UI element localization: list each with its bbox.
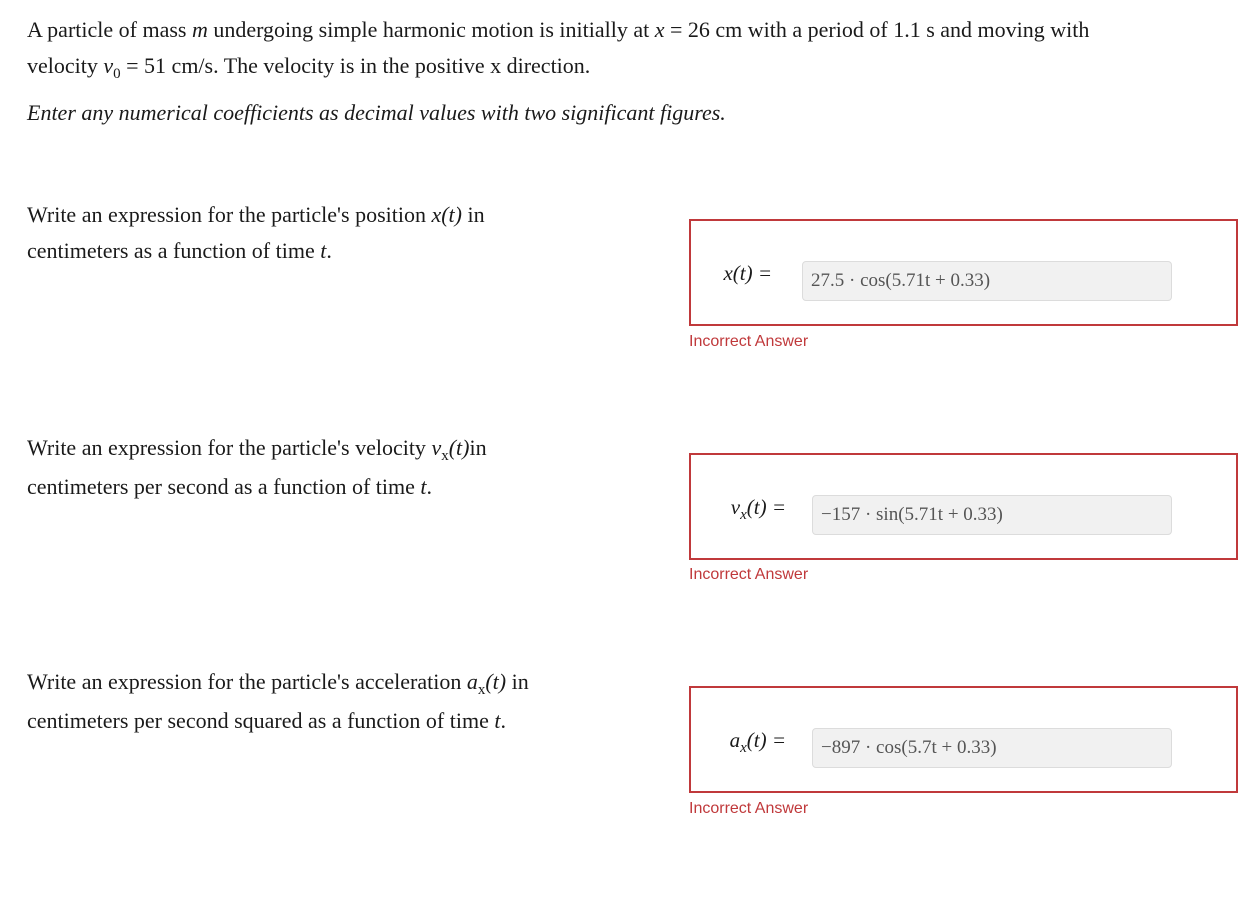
math-symbol-v: v (103, 53, 114, 78)
problem-text: velocity (27, 53, 104, 78)
answer-label-subscript: x (740, 507, 747, 523)
question-text: centimeters as a function of time (27, 238, 321, 263)
answer-status: Incorrect Answer (689, 800, 809, 817)
math-expression: x(t) (431, 202, 462, 227)
math-symbol-m: m (191, 17, 208, 42)
problem-statement (27, 12, 1227, 87)
math-expression: (t) (485, 669, 507, 694)
math-symbol-t: t (320, 238, 327, 263)
problem-text: = 26 cm with a period of 1.1 s and moving with (664, 17, 1090, 42)
question-text: centimeters per second squared as a function of time (27, 708, 495, 733)
question-acceleration (27, 664, 627, 739)
math-subscript: 0 (113, 66, 121, 82)
math-symbol-t: t (420, 474, 427, 499)
question-text: . (426, 474, 433, 499)
question-line-1 (27, 430, 627, 469)
question-text: . (326, 238, 332, 263)
answer-box-velocity (689, 453, 1238, 560)
question-line-1 (27, 664, 627, 703)
problem-line-1 (27, 12, 1227, 48)
acceleration-answer-input[interactable]: −897 · cos(5.7t + 0.33) (812, 728, 1172, 768)
question-text: centimeters per second as a function of time (27, 474, 421, 499)
problem-line-2 (27, 48, 1227, 87)
math-symbol-x: x (654, 17, 665, 42)
question-text: in (469, 435, 487, 460)
answer-label-text: x(t) = (723, 261, 772, 285)
answer-label (723, 261, 772, 286)
math-symbol-a: a (466, 669, 478, 694)
problem-text: A particle of mass (27, 17, 192, 42)
answer-box-position (689, 219, 1238, 326)
instructions: Enter any numerical coefficients as decimal values with two significant figures. (27, 100, 726, 125)
answer-label-text: (t) = (746, 495, 786, 519)
answer-box-acceleration (689, 686, 1238, 793)
question-line-2 (27, 703, 627, 739)
velocity-answer-input[interactable]: −157 · sin(5.71t + 0.33) (812, 495, 1172, 535)
question-line-1 (27, 197, 627, 233)
question-text: in (462, 202, 485, 227)
math-symbol-t: t (494, 708, 501, 733)
question-text: Write an expression for the particle's velocity (27, 435, 432, 460)
question-text: Write an expression for the particle's acceleration (27, 669, 467, 694)
question-text: in (506, 669, 529, 694)
question-text: . (500, 708, 506, 733)
problem-text: = 51 cm/s. The velocity is in the positive x direction. (120, 53, 591, 78)
answer-status: Incorrect Answer (689, 333, 809, 350)
question-line-2 (27, 469, 627, 505)
answer-label (729, 728, 786, 756)
question-line-2 (27, 233, 627, 269)
answer-label (730, 495, 786, 523)
problem-text: undergoing simple harmonic motion is initially at (207, 17, 655, 42)
math-expression: (t) (448, 435, 470, 460)
question-text: Write an expression for the particle's position (27, 202, 432, 227)
answer-label-text: a (729, 728, 741, 752)
answer-label-subscript: x (740, 740, 747, 756)
answer-label-text: v (730, 495, 741, 519)
math-subscript: x (477, 682, 486, 698)
math-symbol-v: v (431, 435, 442, 460)
answer-status: Incorrect Answer (689, 566, 809, 583)
math-subscript: x (441, 448, 449, 464)
answer-label-text: (t) = (746, 728, 786, 752)
question-position (27, 197, 627, 269)
question-velocity (27, 430, 627, 505)
position-answer-input[interactable]: 27.5 · cos(5.71t + 0.33) (802, 261, 1172, 301)
